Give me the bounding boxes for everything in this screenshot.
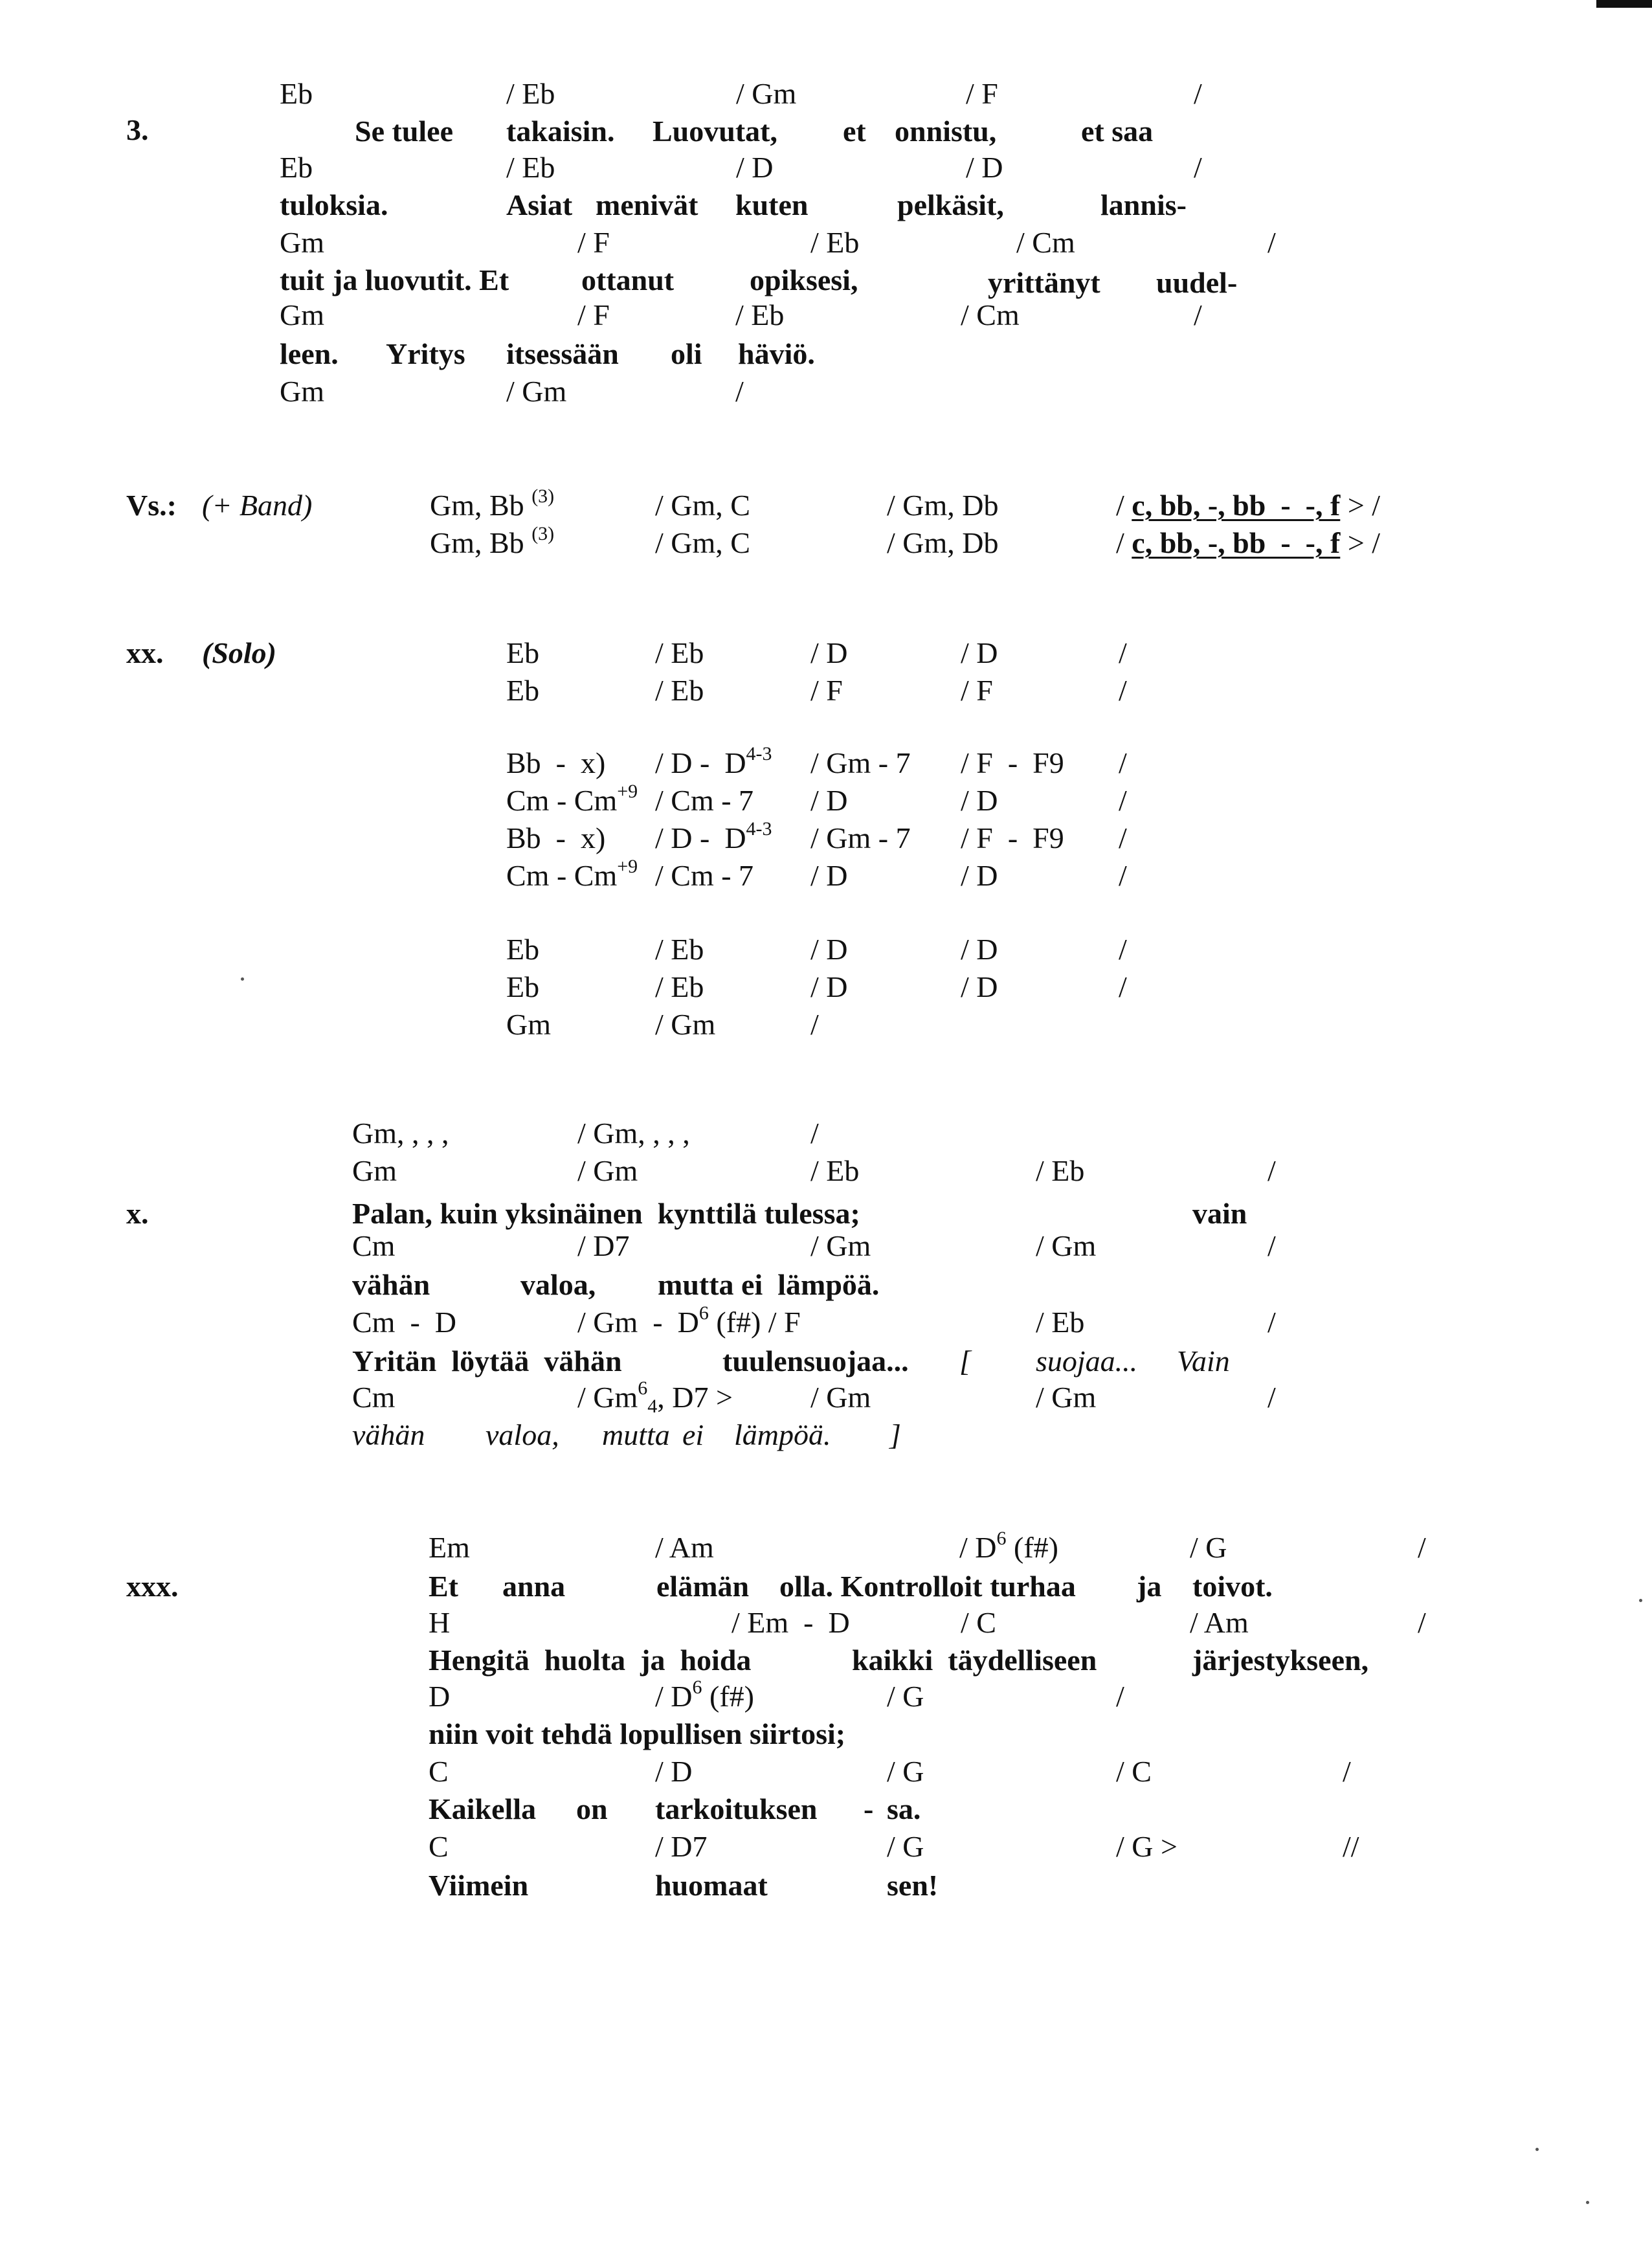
lyric: uudel- (1156, 266, 1238, 299)
lyric: huomaat (655, 1869, 768, 1902)
chord: / Eb (655, 636, 704, 669)
chord: / D (961, 933, 998, 966)
lyric: kaikki täydelliseen (852, 1644, 1097, 1677)
chord: / Gm, Db (887, 489, 999, 522)
bar-line: / (1119, 859, 1127, 892)
chord: / F - F9 (961, 821, 1064, 854)
lyric: Palan, kuin yksinäinen kynttilä tulessa; (352, 1197, 860, 1230)
lyric: valoa, (520, 1268, 596, 1301)
chord: / Gm - 7 (810, 821, 911, 854)
chord: / Eb (1036, 1154, 1085, 1187)
chord: / F (961, 674, 993, 707)
bar-line: / (1418, 1606, 1426, 1639)
bar-line: / (1119, 674, 1127, 707)
chord: / C (1116, 1755, 1152, 1788)
verse-number: x. (126, 1197, 149, 1230)
chord: Eb (506, 636, 540, 669)
lyric: sa. (887, 1792, 921, 1825)
lyric: niin voit tehdä lopullisen siirtosi; (429, 1717, 846, 1750)
lyric: Kaikella (429, 1792, 537, 1825)
bar-line: / (1119, 821, 1127, 854)
chord: Cm - $Cm^{+9}$ (506, 856, 638, 892)
bar-line: / (1119, 746, 1127, 779)
chord: / Eb (1036, 1306, 1085, 1339)
bar-line: / (1418, 1531, 1426, 1564)
chord: / Cm - 7 (655, 859, 754, 892)
scan-speck (1639, 1599, 1642, 1602)
chord: Gm, , , , (352, 1117, 449, 1150)
chord: / Gm (577, 1154, 638, 1187)
bar-line: / (1267, 1229, 1276, 1262)
section-label: Vs.: (126, 489, 177, 522)
chord: / $Gm^6_4$, D7 > (577, 1377, 733, 1417)
lyric: vähän (352, 1268, 430, 1301)
chord: / Gm, Db (887, 526, 999, 559)
bar-line: / (1119, 970, 1127, 1003)
chord: / Gm (736, 77, 797, 110)
lyric: tuulensuojaa... (722, 1344, 909, 1377)
bar-line: / (810, 1117, 819, 1150)
bar-line: / (1267, 1306, 1276, 1339)
lyric-alt: suojaa... (1036, 1344, 1138, 1377)
bar-line: / (1194, 151, 1202, 184)
chord: / Eb (735, 298, 785, 331)
lyric: lannis- (1100, 188, 1187, 221)
bar-line: / (1267, 226, 1276, 259)
lyric-alt: mutta (602, 1418, 670, 1451)
chord: / D (961, 859, 998, 892)
chord: / Gm, , , , (577, 1117, 690, 1150)
chord: / D (810, 784, 848, 817)
lyric: Yritys (386, 337, 465, 370)
bass-run: / c, bb, -, bb - -, f > / (1116, 526, 1381, 559)
lyric-alt: vähän (352, 1418, 425, 1451)
lyric: Et (429, 1570, 458, 1603)
lyric: - (864, 1792, 874, 1825)
chord: / C (961, 1606, 996, 1639)
chord: Eb (506, 933, 540, 966)
bar-line: / (1119, 933, 1127, 966)
lyric-alt: Vain (1177, 1344, 1230, 1377)
bar-line: / (735, 375, 744, 408)
chord: / Eb (810, 1154, 860, 1187)
chord: Cm (352, 1229, 396, 1262)
chord: Bb - x) (506, 821, 606, 854)
chord: / Cm (1016, 226, 1075, 259)
chord: / Gm (1036, 1381, 1097, 1414)
chord: / D (961, 636, 998, 669)
lyric: elämän (656, 1570, 750, 1603)
chord: C (429, 1830, 449, 1863)
chord: / D (810, 859, 848, 892)
lyric: Hengitä huolta ja hoida (429, 1644, 752, 1677)
chord: / G (1190, 1531, 1227, 1564)
chord: / Gm (655, 1008, 716, 1041)
chord: C (429, 1755, 449, 1788)
chord: / D (655, 1755, 693, 1788)
chord: Eb (280, 151, 313, 184)
bass-run: / c, bb, -, bb - -, f > / (1116, 489, 1381, 522)
chord: / G > (1116, 1830, 1178, 1863)
chord: Gm (280, 226, 324, 259)
chord: / Gm - 7 (810, 746, 911, 779)
lyric: ja luovutit. Et (333, 263, 509, 296)
bar-line: / (1267, 1154, 1276, 1187)
chord: / G (887, 1755, 924, 1788)
chord: / G (887, 1680, 924, 1713)
lyric: häviö. (738, 337, 815, 370)
chord: / D7 (577, 1229, 630, 1262)
chord: / F (810, 674, 843, 707)
lyric-alt: valoa, (486, 1418, 559, 1451)
bar-line: / (1194, 77, 1202, 110)
section-note: (Solo) (202, 636, 276, 669)
bar-line: / (1116, 1680, 1124, 1713)
scan-speck (1535, 2148, 1539, 2151)
chord: / $D^6$ (f#) (959, 1528, 1058, 1564)
lyric: menivät (596, 188, 698, 221)
chord: / Eb (655, 970, 704, 1003)
lyric: leen. (280, 337, 339, 370)
chord: / Eb (655, 674, 704, 707)
bracket: [ (959, 1344, 971, 1377)
lyric: Viimein (429, 1869, 529, 1902)
chord: D (429, 1680, 451, 1713)
chord: Gm, Bb $^{(3)}$ (430, 523, 555, 559)
lyric: onnistu, (895, 115, 997, 148)
bar-line: / (1267, 1381, 1276, 1414)
lyric: opiksesi, (750, 263, 858, 296)
chord: / Gm (506, 375, 567, 408)
chord: / D (810, 970, 848, 1003)
lyric: järjestykseen, (1192, 1644, 1369, 1677)
lyric: mutta ei lämpöä. (658, 1268, 880, 1301)
chord: Eb (506, 970, 540, 1003)
chord: / D (810, 933, 848, 966)
lyric: yrittänyt (988, 266, 1100, 299)
lyric: vain (1192, 1197, 1247, 1230)
bar-line: / (1194, 298, 1202, 331)
lyric: sen! (887, 1869, 939, 1902)
chord: / Gm - $D^6$ (f#) / F (577, 1302, 801, 1339)
chord: / Cm - 7 (655, 784, 754, 817)
lyric: takaisin. (506, 115, 615, 148)
chord: / D (810, 636, 848, 669)
chord: H (429, 1606, 451, 1639)
chord: / F (577, 298, 610, 331)
chord: / D - $D^{4-3}$ (655, 743, 772, 779)
chord: / G (887, 1830, 924, 1863)
lyric: oli (671, 337, 702, 370)
chord: / Eb (655, 933, 704, 966)
bar-line: / (1119, 636, 1127, 669)
chord: / Cm (961, 298, 1020, 331)
lyric: pelkäsit, (897, 188, 1004, 221)
bar-line: / (810, 1008, 819, 1041)
chord: / Gm (1036, 1229, 1097, 1262)
chord: Eb (506, 674, 540, 707)
chord: Cm (352, 1381, 396, 1414)
chord: Gm (506, 1008, 551, 1041)
chord: / D - $D^{4-3}$ (655, 818, 772, 854)
lyric: Yritän löytää vähän (352, 1344, 622, 1377)
lyric: et saa (1081, 115, 1154, 148)
lyric: ja (1137, 1570, 1162, 1603)
chord: / Eb (810, 226, 860, 259)
chord: / F (577, 226, 610, 259)
chord: / F (966, 77, 998, 110)
chord: / Em - D (731, 1606, 850, 1639)
lyric: anna (502, 1570, 566, 1603)
bar-line: / (1343, 1755, 1351, 1788)
lyric: tuit (280, 263, 324, 296)
lyric: et (843, 115, 866, 148)
lyric: olla. Kontrolloit turhaa (779, 1570, 1076, 1603)
bar-line: / (1119, 784, 1127, 817)
lyric: Luovutat, (653, 115, 777, 148)
chord: / Am (655, 1531, 714, 1564)
chord: / Eb (506, 77, 555, 110)
lyric: Asiat (506, 188, 573, 221)
scan-edge-mark (1596, 0, 1652, 8)
section-number: xx. (126, 636, 164, 669)
chord: Gm, Bb $^{(3)}$ (430, 485, 555, 522)
chord: / Gm, C (655, 526, 750, 559)
lyric-alt: ei (682, 1418, 704, 1451)
chord: Gm (280, 375, 324, 408)
lyric: itsessään (506, 337, 619, 370)
lyric: on (576, 1792, 608, 1825)
bracket: ] (889, 1418, 901, 1451)
chord: Gm (280, 298, 324, 331)
chord: / Gm (810, 1381, 871, 1414)
chord: / $D^6$ (f#) (655, 1677, 754, 1713)
lyric: Se tulee (355, 115, 454, 148)
lyric: toivot. (1192, 1570, 1273, 1603)
chord: Cm - $Cm^{+9}$ (506, 781, 638, 817)
chord: / D7 (655, 1830, 708, 1863)
chord: Em (429, 1531, 470, 1564)
chord: / F - F9 (961, 746, 1064, 779)
chord: / Eb (506, 151, 555, 184)
chord: / Gm (810, 1229, 871, 1262)
chord: / Gm, C (655, 489, 750, 522)
chord: Eb (280, 77, 313, 110)
chord: Cm - D (352, 1306, 456, 1339)
chord: / D (736, 151, 774, 184)
lyric-alt: lämpöä. (734, 1418, 831, 1451)
verse-number: xxx. (126, 1570, 179, 1603)
chord: / Am (1190, 1606, 1249, 1639)
scan-speck (1586, 2201, 1589, 2204)
lyric: ottanut (581, 263, 675, 296)
lyric: tarkoituksen (655, 1792, 818, 1825)
chord: Bb - x) (506, 746, 606, 779)
chord: Gm (352, 1154, 397, 1187)
verse-number: 3. (126, 113, 149, 146)
bar-line: // (1343, 1830, 1359, 1863)
chord: / D (961, 784, 998, 817)
scan-speck (241, 977, 244, 981)
lyric: kuten (735, 188, 809, 221)
lyric: tuloksia. (280, 188, 388, 221)
section-note: (+ Band) (202, 489, 313, 522)
chord: / D (961, 970, 998, 1003)
chord: / D (966, 151, 1003, 184)
